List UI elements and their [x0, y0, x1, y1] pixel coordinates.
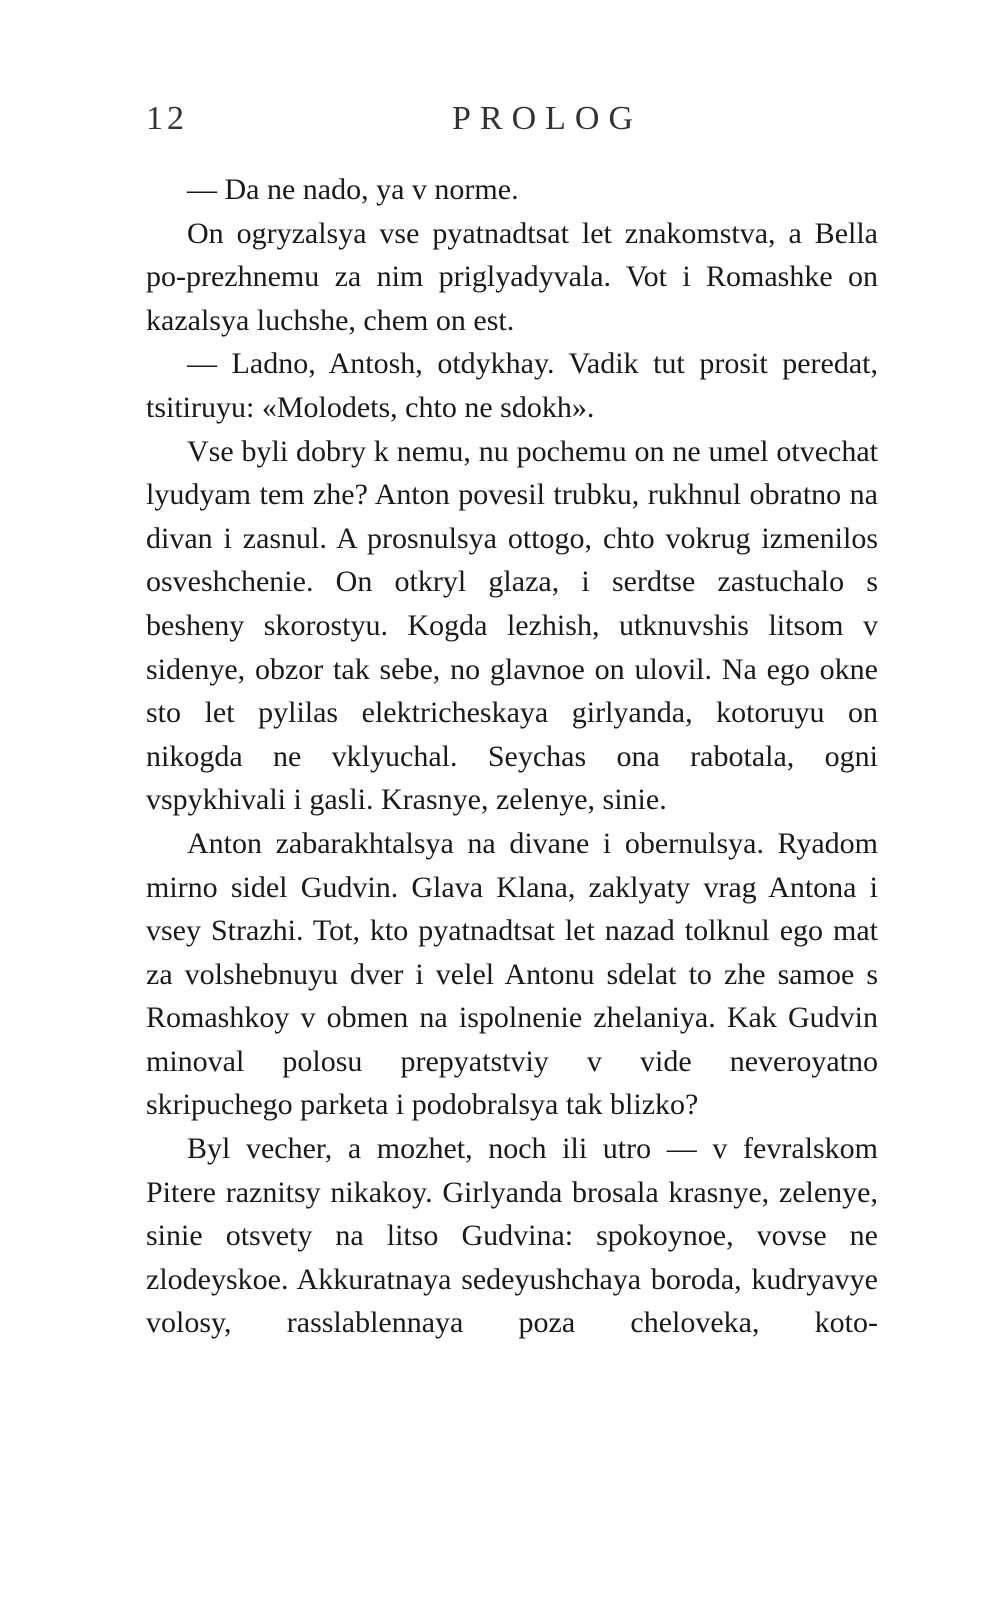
paragraph: Anton zabarakhtalsya na divane i obernulsya. Ryadom mirno sidel Gudvin. Glava Klana, zaklyaty vrag Antona i vsey Strazhi. Tot, kto pyatnadtsat let nazad tolknul ego mat za volshebnuyu dver i velel Antonu sdelat to zhe samoe s Romashkoy v obmen na ispolnenie zhelaniya. Kak Gudvin minoval polosu prepyatstviy v vide neveroyatno skripuchego parketa i podobralsya tak blizko? — [146, 826, 878, 1122]
running-title: PROLOG — [452, 100, 643, 137]
paragraph: — Ladno, Antosh, otdykhay. Vadik tut prosit peredat, tsitiruyu: «Molodets, chto ne sdokh». — [146, 347, 878, 424]
page-header — [146, 100, 878, 150]
paragraph: — Da ne nado, ya v norme. — [187, 173, 519, 206]
paragraph: On ogryzalsya vse pyatnadtsat let znakomstva, a Bella po-prezhnemu za nim priglyadyvala. Vot i Romashke on kazalsya luchshe, chem on est. — [146, 216, 878, 337]
paragraph: Vse byli dobry k nemu, nu pochemu on ne umel otvechat lyudyam tem zhe? Anton povesil trubku, rukhnul obratno na divan i zasnul. A prosnulsya ottogo, chto vokrug izmenilos osveshchenie. On otkryl glaza, i serdtse zastuchalo s besheny skorostyu. Kogda lezhish, utknuvshis litsom v sidenye, obzor tak sebe, no glavnoe on ulovil. Na ego okne sto let pylilas elektricheskaya girlyanda, kotoruyu on nikogda ne vklyuchal. Seychas ona rabotala, ogni vspykhivali i gasli. Krasnye, zelenye, sinie. — [146, 434, 878, 817]
paragraph: Byl vecher, a mozhet, noch ili utro — v fevralskom Pitere raznitsy nikakoy. Girlyanda brosala krasnye, zelenye, sinie otsvety na litso Gudvina: spokoynoe, vovse ne zlodeyskoe. Akkuratnaya sedeyushchaya boroda, kudryavye volosy, rasslablennaya poza cheloveka, koto- — [146, 1132, 878, 1340]
body-text — [146, 168, 878, 1345]
page-number: 12 — [146, 100, 188, 137]
